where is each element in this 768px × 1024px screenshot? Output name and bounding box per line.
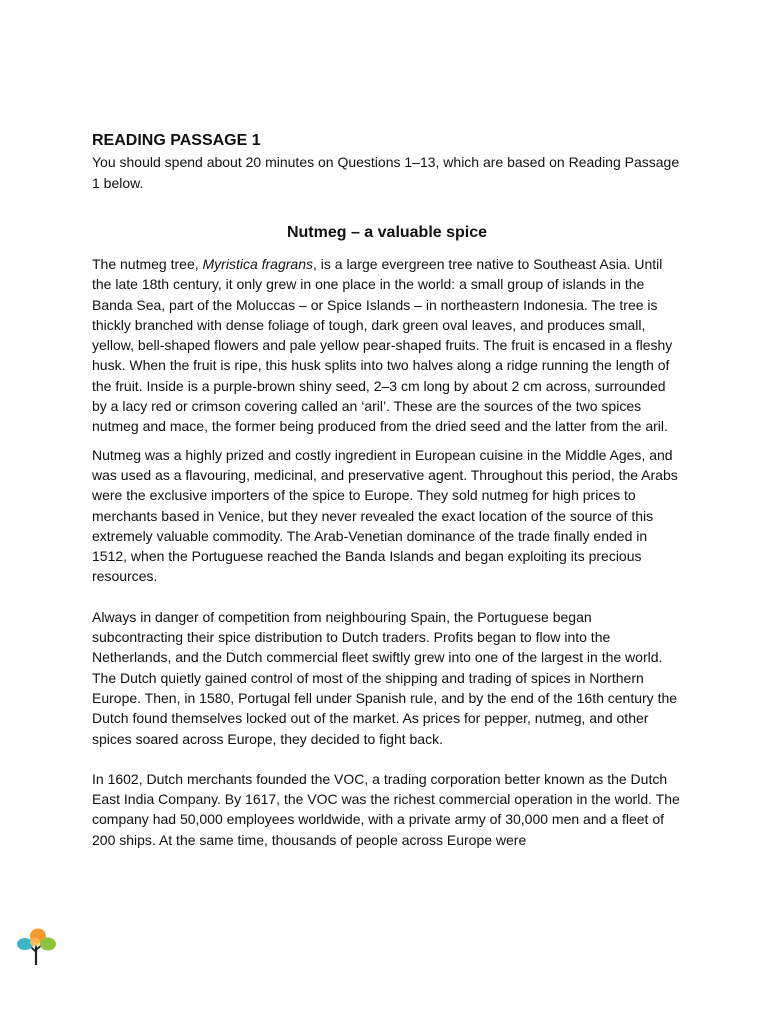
passage-paragraph-1 <box>92 254 682 437</box>
passage-paragraph-2: Nutmeg was a highly prized and costly ingredient in European cuisine in the Middle Ages, and was used as a flavouring, medicinal, and preservative agent. Throughout this period, the Arabs were the exclusive importers of the spice to Europe. They sold nutmeg for high prices to merchants based in Venice, but they never revealed the exact location of the source of this extremely valuable commodity. The Arab-Venetian dominance of the trade finally ended in 1512, when the Portuguese reached the Banda Islands and began exploiting its precious resources. <box>92 446 678 585</box>
passage-paragraph-3: Always in danger of competition from neighbouring Spain, the Portuguese began subcontracting their spice distribution to Dutch traders. Profits began to flow into the Netherlands, and the Dutch commercial fleet swiftly grew into one of the largest in the world. The Dutch quietly gained control of most of the shipping and trading of spices in Northern Europe. Then, in 1580, Portugal fell under Spanish rule, and by the end of the 16th century the Dutch found themselves locked out of the market. As prices for pepper, nutmeg, and other spices soared across Europe, they decided to fight back. <box>92 608 678 747</box>
tree-logo-icon <box>14 927 58 967</box>
instructions-text: You should spend about 20 minutes on Questions 1–13, which are based on Reading Passage 1 below. <box>92 154 680 191</box>
paragraph-1-lead: The nutmeg tree, <box>92 256 203 272</box>
species-name: Myristica fragrans <box>202 256 313 272</box>
reading-passage-page <box>92 130 682 850</box>
passage-paragraph-4: In 1602, Dutch merchants founded the VOC, a trading corporation better known as the Dutch East India Company. By 1617, the VOC was the richest commercial operation in the world. The company had 50,000 employees worldwide, with a private army of 30,000 men and a fleet of 200 ships. At the same time, thousands of people across Europe were <box>92 770 680 848</box>
passage-title: Nutmeg – a valuable spice <box>286 224 488 241</box>
section-heading: READING PASSAGE 1 <box>92 132 261 149</box>
paragraph-1-rest: , is a large evergreen tree native to Southeast Asia. Until the late 18th century, it only grew in one place in the world: a small group of islands in the Banda Sea, part of the Moluccas – or Spice Islands – in northeastern Indonesia. The tree is thickly branched with dense foliage of tough, dark green oval leaves, and produces small, yellow, bell-shaped flowers and pale yellow pear-shaped fruits. The fruit is encased in a fleshy husk. When the fruit is ripe, this husk splits into two halves along a ridge running the length of the fruit. Inside is a purple-brown shiny seed, 2–3 cm long by about 2 cm across, surrounded by a lacy red or crimson covering called an ‘aril’. These are the sources of the two spices nutmeg and mace, the former being produced from the dried seed and the latter from the aril. <box>92 256 673 435</box>
